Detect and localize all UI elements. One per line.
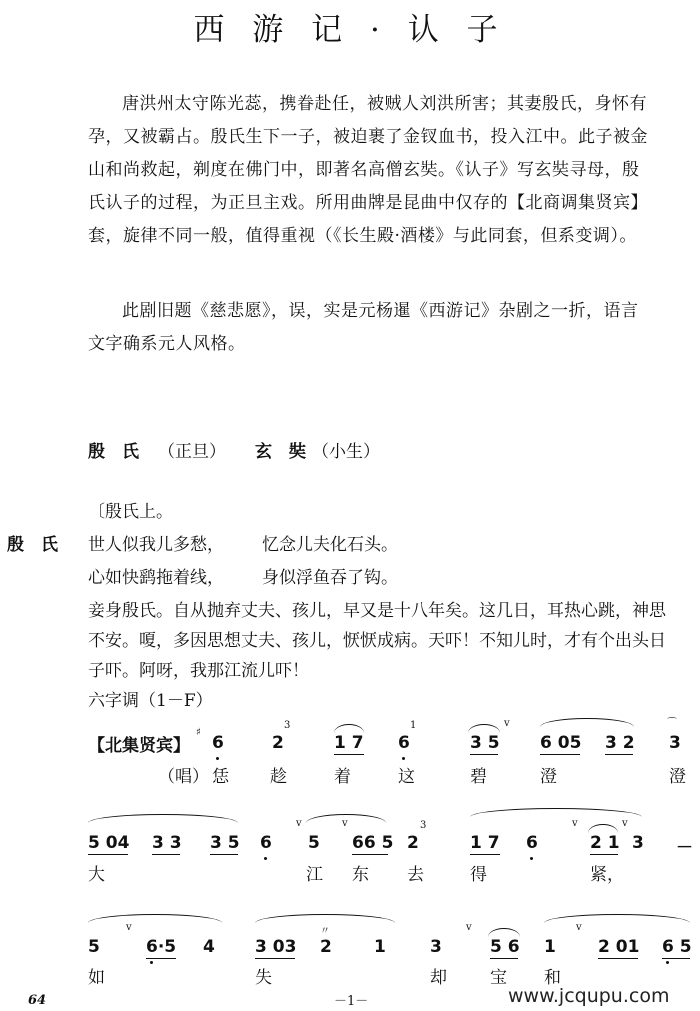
- score-note: 1: [544, 937, 556, 957]
- note-underline: [255, 958, 295, 959]
- score-note: 2: [320, 937, 332, 957]
- note-underline: [662, 958, 690, 959]
- speech-line-2: 不安。嗄，多因思想丈夫、孩儿，恹恹成病。天吓！不知儿时，才有个出头日: [88, 631, 666, 651]
- score-note: 3: [632, 833, 644, 853]
- slur-mark: [588, 824, 618, 833]
- verse-line-1b: 忆念儿夫化石头。: [262, 535, 398, 555]
- lyric-char: 恁: [212, 767, 229, 787]
- low-octave-dot: [666, 961, 669, 964]
- lyric-char: 失: [255, 968, 272, 988]
- watermark: www.jcqupu.com: [508, 985, 670, 1007]
- note-underline: [334, 754, 364, 755]
- key-signature: 六字调（1－F）: [88, 691, 213, 711]
- breath-mark: v: [342, 818, 348, 829]
- score-note: 1: [374, 937, 386, 957]
- score-note: 5 04: [88, 833, 130, 853]
- score-note: 6 5: [662, 937, 692, 957]
- note-underline: [146, 958, 176, 959]
- lyric-char: 着: [334, 767, 351, 787]
- low-octave-dot: [264, 857, 267, 860]
- score-note: 6: [526, 833, 538, 853]
- score-note: 3 2: [605, 733, 635, 753]
- page-title: 西 游 记 · 认 子: [193, 12, 507, 48]
- lyric-char: 趁: [270, 767, 287, 787]
- lyric-char: 如: [88, 968, 105, 988]
- cast-role-1-type: （正旦）: [158, 442, 226, 462]
- score-note: 2 01: [598, 937, 640, 957]
- score-note: 3 3: [152, 833, 182, 853]
- speaker-label: 殷 氏: [7, 535, 58, 555]
- speech-line-1: 妾身殷氏。自从抛弃丈夫、孩儿，早又是十八年矣。这几日，耳热心跳，神思: [88, 601, 666, 621]
- slur-mark: [88, 914, 222, 923]
- lyric-char: 去: [407, 865, 424, 885]
- stage-direction: 〔殷氏上。: [88, 502, 173, 522]
- note-underline: [490, 958, 518, 959]
- note-underline: [598, 958, 638, 959]
- score-note: 3: [669, 733, 681, 753]
- slur-mark: [334, 724, 364, 733]
- low-octave-dot: [216, 757, 219, 760]
- score-note: 66 5: [352, 833, 394, 853]
- grace-note: 1: [410, 720, 417, 731]
- low-octave-dot: [530, 857, 533, 860]
- ornament-mark: 〃: [320, 926, 330, 937]
- note-underline: [88, 854, 128, 855]
- breath-mark: v: [466, 922, 472, 933]
- score-note: 3: [430, 937, 442, 957]
- breath-mark: v: [126, 922, 132, 933]
- breath-mark: v: [576, 922, 582, 933]
- slur-mark: [255, 914, 395, 923]
- note-underline: [210, 854, 238, 855]
- score-note: 5 6: [490, 937, 520, 957]
- cast-role-2-name: 玄 奘: [255, 442, 306, 462]
- intro-paragraph-1: 唐洪州太守陈光蕊，携眷赴任，被贼人刘洪所害；其妻殷氏，身怀有孕，又被霸占。殷氏生下一子，被迫裹了金钗血书，投入江中。此子被金山和尚救起，剃度在佛门中，即著名高僧玄奘。《认子》写玄奘寻母，殷氏认子的过程，为正旦主戏。所用曲牌是昆曲中仅存的【北商调集贤宾】套，旋律不同一般，值得重视（《长生殿·酒楼》与此同套，但系变调）。: [88, 94, 648, 246]
- note-underline: [352, 854, 388, 855]
- score-note: 6 05: [540, 733, 582, 753]
- grace-note: 3: [284, 720, 291, 731]
- score-note: 4: [203, 937, 215, 957]
- score-note: 2: [407, 833, 419, 853]
- score-note: 6: [260, 833, 272, 853]
- score-note: 5: [308, 833, 320, 853]
- slur-mark: [540, 718, 634, 727]
- lyric-char: 澄: [540, 767, 557, 787]
- score-note: 6: [398, 733, 410, 753]
- slur-mark: [488, 928, 520, 937]
- sharp-mark: ♯: [196, 727, 201, 738]
- low-octave-dot: [402, 757, 405, 760]
- lyric-char: 东: [352, 865, 369, 885]
- score-note: 6·5: [146, 937, 177, 957]
- score-note: 3 03: [255, 937, 297, 957]
- fermata-mark: ⌒: [667, 718, 677, 729]
- lyric-char: 和: [544, 968, 561, 988]
- verse-line-1a: 世人似我儿多愁，: [88, 535, 224, 555]
- score-note: 1 7: [334, 733, 364, 753]
- slur-mark: [470, 808, 642, 817]
- score-note: 5: [88, 937, 100, 957]
- score-note: 2 1: [590, 833, 620, 853]
- note-underline: [590, 854, 618, 855]
- slur-mark: [88, 814, 238, 823]
- breath-mark: v: [504, 718, 510, 729]
- sing-marker: （唱）: [158, 767, 209, 787]
- lyric-char: 江: [306, 865, 323, 885]
- intro-paragraph-2: 此剧旧题《慈悲愿》，误，实是元杨暹《西游记》杂剧之一折，语言文字确系元人风格。: [88, 301, 639, 354]
- note-underline: [152, 854, 180, 855]
- score-note: 3 5: [210, 833, 240, 853]
- lyric-char: 大: [88, 865, 105, 885]
- page-marker: －1－: [334, 994, 369, 1009]
- score-note: 3 5: [470, 733, 500, 753]
- low-octave-dot: [150, 961, 153, 964]
- verse-line-2a: 心如快鹞拖着线，: [88, 568, 224, 588]
- breath-mark: v: [572, 818, 578, 829]
- score-note: 1 7: [470, 833, 500, 853]
- breath-mark: v: [622, 818, 628, 829]
- lyric-char: 这: [398, 767, 415, 787]
- cast-role-1-name: 殷 氏: [88, 442, 139, 462]
- cast-role-2-type: （小生）: [312, 442, 380, 462]
- score-note: 2: [272, 733, 284, 753]
- note-underline: [470, 754, 498, 755]
- lyric-char: 宝: [490, 968, 507, 988]
- breath-mark: v: [296, 818, 302, 829]
- score-note: －: [676, 838, 693, 858]
- lyric-char: 紧，: [590, 865, 624, 885]
- lyric-char: 碧: [470, 767, 487, 787]
- speech-line-3: 子吓。阿呀，我那江流儿吓！: [88, 661, 309, 681]
- note-underline: [605, 754, 633, 755]
- score-note: 6: [212, 733, 224, 753]
- lyric-char: 却: [430, 968, 447, 988]
- note-underline: [470, 854, 500, 855]
- grace-note: 3: [420, 820, 427, 831]
- qupai-label: 【北集贤宾】: [88, 736, 190, 756]
- lyric-char: 得: [470, 865, 487, 885]
- lyric-char: 澄: [669, 767, 686, 787]
- note-underline: [540, 754, 580, 755]
- slur-mark: [468, 724, 500, 733]
- verse-line-2b: 身似浮鱼吞了钩。: [262, 568, 398, 588]
- slur-mark: [544, 914, 690, 923]
- page-number: 64: [28, 993, 47, 1008]
